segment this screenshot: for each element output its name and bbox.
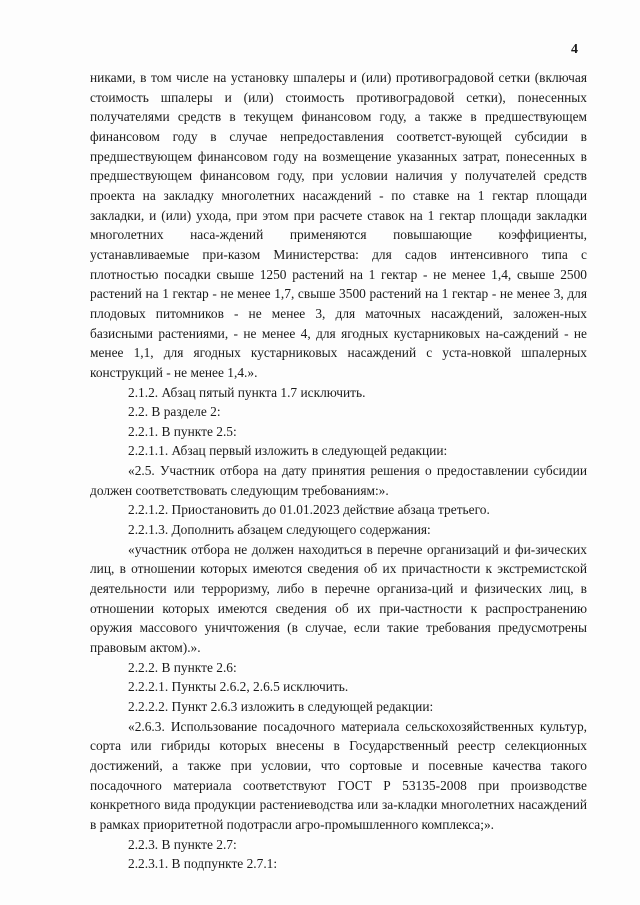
paragraph-2-2-1: 2.2.1. В пункте 2.5:	[128, 423, 237, 439]
paragraph-2-2-3-1: 2.2.3.1. В подпункте 2.7.1:	[128, 856, 278, 872]
paragraph-continuation: никами, в том числе на установку шпалеры и (или) противоградовой сетки (включая стоимость шпалеры и (или) стоимость противоградовой сетки), понесенных получателями средств в текущем финансовом году, а также в предшествующем финансовом году в случае непредоставления соответст-вующей субсидии в предшествующем финансовом году на возмещение указанных затрат, понесенных в предшествующем финансовом году, при условии наличия у получателей средств проекта на закладку многолетних насаждений - по ставке на 1 гектар площади закладки, и (или) ухода, при этом при расчете ставок на 1 гектар площади закладки многолетних наса-ждений применяются повышающие коэффициенты, устанавливаемые при-казом Министерства: для садов интенсивного типа с плотностью посадки свыше 1250 растений на 1 гектар - не менее 1,4, свыше 2500 растений на 1 гектар - не менее 1,7, свыше 3500 растений на 1 гектар - не менее 3, для плодовых питомников - не менее 3, для маточных насаждений, заложен-ных базисными растениями, - не менее 4, для ягодных кустарниковых на-саждений - не менее 1,1, для ягодных кустарниковых насаждений с уста-новкой шпалерных конструкций - не менее 1,4.».	[90, 70, 587, 380]
document-body	[90, 68, 587, 874]
paragraph-2-2: 2.2. В разделе 2:	[128, 404, 221, 420]
paragraph-quote-participant: «участник отбора не должен находиться в перечне организаций и фи-зических лиц, в отношении которых имеются сведения об их причастности к экстремистской деятельности или терроризму, либо в перечне организа-ций и физических лиц, в отношении которых имеются сведения об их при-частности к распространению оружия массового уничтожения (в случае, если такие требования предусмотрены правовым актом).».	[90, 541, 587, 656]
paragraph-2-1-2: 2.1.2. Абзац пятый пункта 1.7 исключить.	[128, 384, 366, 400]
paragraph-2-2-2-1: 2.2.2.1. Пункты 2.6.2, 2.6.5 исключить.	[128, 679, 349, 695]
paragraph-quote-2-5: «2.5. Участник отбора на дату принятия решения о предоставлении субсидии должен соответствовать следующим требованиям:».	[90, 463, 587, 498]
paragraph-2-2-2: 2.2.2. В пункте 2.6:	[128, 659, 237, 675]
paragraph-quote-2-6-3: «2.6.3. Использование посадочного материала сельскохозяйственных культур, сорта или гибриды которых внесены в Государственный реестр селекционных достижений, а также при условии, что сортовые и посевные качества такого посадочного материала соответствуют ГОСТ Р 53135-2008 при производстве конкретного вида продукции растениеводства или за-кладки многолетних насаждений в рамках приоритетной подотрасли агро-промышленного комплекса;».	[90, 718, 587, 832]
paragraph-2-2-1-3: 2.2.1.3. Дополнить абзацем следующего содержания:	[128, 522, 431, 538]
page-number: 4	[571, 42, 578, 57]
paragraph-2-2-3: 2.2.3. В пункте 2.7:	[128, 836, 237, 852]
paragraph-2-2-1-1: 2.2.1.1. Абзац первый изложить в следующей редакции:	[128, 443, 448, 459]
paragraph-2-2-2-2: 2.2.2.2. Пункт 2.6.3 изложить в следующей редакции:	[128, 699, 434, 714]
paragraph-2-2-1-2: 2.2.1.2. Приостановить до 01.01.2023 действие абзаца третьего.	[128, 502, 490, 518]
